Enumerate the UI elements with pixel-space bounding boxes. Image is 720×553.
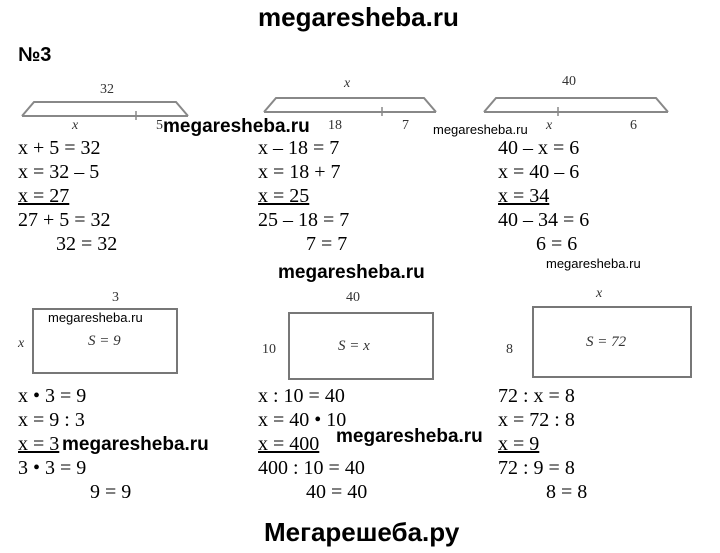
rectangle-3-top-label: x — [596, 286, 603, 301]
segment-3-left-label: x — [546, 118, 553, 133]
equation: x • 3 = 9 — [18, 385, 87, 407]
rectangle-2-side-label: 10 — [262, 342, 276, 357]
answer: x = 25 — [258, 185, 310, 207]
rectangle-3-side-label: 8 — [506, 342, 513, 357]
check: 27 + 5 = 32 — [18, 209, 111, 231]
equation: x = 72 : 8 — [498, 409, 575, 431]
segment-2-total-label: x — [344, 76, 351, 91]
equation: x + 5 = 32 — [18, 137, 101, 159]
check: 25 – 18 = 7 — [258, 209, 350, 231]
rectangle-1-side-label: x — [18, 336, 25, 351]
solution-top-1 — [18, 136, 117, 256]
segment-3-total-label: 40 — [562, 74, 576, 89]
check-result: 6 = 6 — [536, 233, 578, 255]
segment-1-right-label: 5 — [156, 118, 163, 133]
equation: 40 – x = 6 — [498, 137, 580, 159]
footer-watermark: Мегарешеба.ру — [264, 517, 460, 547]
rectangle-3-area: S = 72 — [586, 334, 627, 350]
header-watermark: megaresheba.ru — [258, 2, 459, 32]
rectangle-1-top-label: 3 — [112, 290, 119, 305]
segment-2-bracket — [262, 96, 438, 116]
check-result: 32 = 32 — [56, 233, 118, 255]
equation: x = 40 – 6 — [498, 161, 580, 183]
solution-bottom-3 — [498, 384, 587, 504]
watermark: megaresheba.ru — [336, 426, 483, 447]
check: 3 • 3 = 9 — [18, 457, 87, 479]
equation: x = 9 : 3 — [18, 409, 85, 431]
equation: x = 32 – 5 — [18, 161, 100, 183]
rectangle-2-top-label: 40 — [346, 290, 360, 305]
segment-2-right-label: 7 — [402, 118, 409, 133]
solution-top-2 — [258, 136, 349, 256]
rectangle-2-area: S = x — [338, 338, 370, 354]
watermark: megaresheba.ru — [278, 262, 425, 283]
segment-1-left-label: x — [72, 118, 79, 133]
segment-3-right-label: 6 — [630, 118, 637, 133]
equation: x = 40 • 10 — [258, 409, 347, 431]
segment-1-total-label: 32 — [100, 82, 114, 97]
watermark: megaresheba.ru — [48, 310, 143, 325]
check-result: 7 = 7 — [306, 233, 348, 255]
equation: x – 18 = 7 — [258, 137, 340, 159]
rectangle-1-area: S = 9 — [88, 333, 121, 349]
task-number: №3 — [18, 44, 52, 66]
watermark: megaresheba.ru — [546, 256, 641, 271]
answer: x = 3 — [18, 433, 60, 455]
check: 40 – 34 = 6 — [498, 209, 590, 231]
answer: x = 400 — [258, 433, 320, 455]
equation: 72 : x = 8 — [498, 385, 575, 407]
watermark: megaresheba.ru — [163, 116, 310, 137]
solution-top-3 — [498, 136, 589, 256]
watermark: megaresheba.ru — [62, 434, 209, 455]
segment-3-bracket — [482, 96, 670, 116]
equation: x : 10 = 40 — [258, 385, 345, 407]
watermark: megaresheba.ru — [433, 122, 528, 137]
check-result: 9 = 9 — [90, 481, 132, 503]
check: 72 : 9 = 8 — [498, 457, 575, 479]
segment-2-left-label: 18 — [328, 118, 342, 133]
equation: x = 18 + 7 — [258, 161, 341, 183]
answer: x = 9 — [498, 433, 540, 455]
answer: x = 27 — [18, 185, 70, 207]
answer: x = 34 — [498, 185, 550, 207]
check-result: 8 = 8 — [546, 481, 588, 503]
check: 400 : 10 = 40 — [258, 457, 365, 479]
check-result: 40 = 40 — [306, 481, 368, 503]
